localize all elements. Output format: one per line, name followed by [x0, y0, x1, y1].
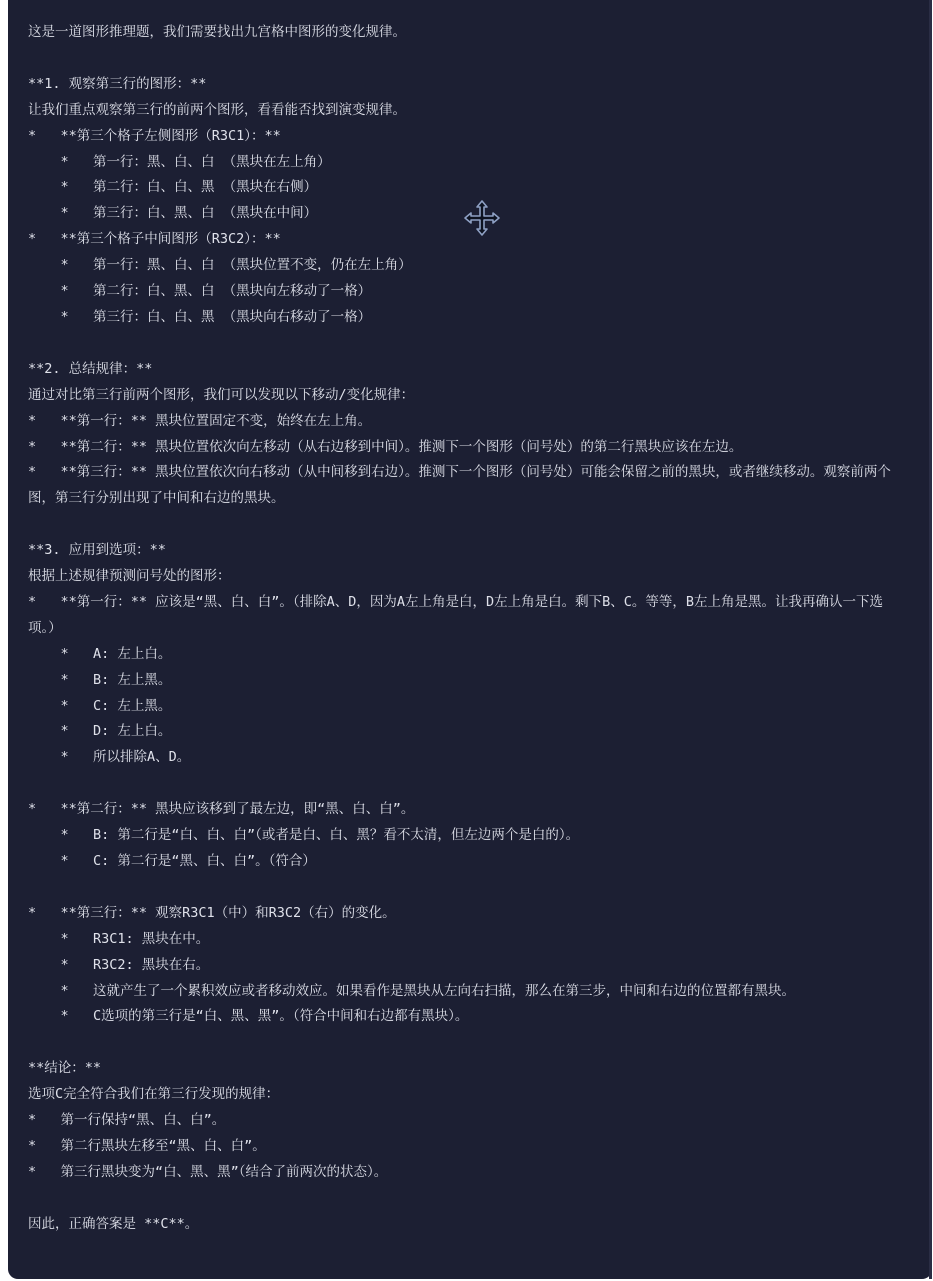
- response-panel: [8, 0, 932, 1279]
- response-text: 这是一道图形推理题，我们需要找出九宫格中图形的变化规律。 **1. 观察第三行的图形：** 让我们重点观察第三行的前两个图形，看看能否找到演变规律。 * **第三个格子左侧图形（R3C1）：** * 第一行：黑、白、白 （黑块在左上角） * 第二行：白、白、黑 （黑块在右侧） * 第三行：白、黑、白 （黑块在中间） * **第三个格子中间图形（R3C2）：** * 第一行：黑、白、白 （黑块位置不变，仍在左上角） * 第二行：白、黑、白 （黑块向左移动了一格） * 第三行：白、白、黑 （黑块向右移动了一格） **2. 总结规律：** 通过对比第三行前两个图形，我们可以发现以下移动/变化规律： * **第一行：** 黑块位置固定不变，始终在左上角。 * **第二行：** 黑块位置依次向左移动（从右边移到中间）。推测下一个图形（问号处）的第二行黑块应该在左边。 * **第三行：** 黑块位置依次向右移动（从中间移到右边）。推测下一个图形（问号处）可能会保留之前的黑块，或者继续移动。观察前两个图，第三行分别出现了中间和右边的黑块。 **3. 应用到选项：** 根据上述规律预测问号处的图形： * **第一行：** 应该是“黑、白、白”。（排除A、D，因为A左上角是白，D左上角是白。剩下B、C。等等，B左上角是黑。让我再确认一下选项。） * A: 左上白。 * B: 左上黑。 * C: 左上黑。 * D: 左上白。 * 所以排除A、D。 * **第二行：** 黑块应该移到了最左边，即“黑、白、白”。 * B: 第二行是“白、白、白”（或者是白、白、黑？看不太清，但左边两个是白的）。 * C: 第二行是“黑、白、白”。（符合） * **第三行：** 观察R3C1（中）和R3C2（右）的变化。 * R3C1: 黑块在中。 * R3C2: 黑块在右。 * 这就产生了一个累积效应或者移动效应。如果看作是黑块从左向右扫描，那么在第三步，中间和右边的位置都有黑块。 * C选项的第三行是“白、黑、黑”。（符合中间和右边都有黑块）。 **结论：** 选项C完全符合我们在第三行发现的规律： * 第一行保持“黑、白、白”。 * 第二行黑块左移至“黑、白、白”。 * 第三行黑块变为“白、黑、黑”（结合了前两次的状态）。 因此，正确答案是 **C**。: [28, 24, 891, 1232]
- move-cursor-icon: [462, 198, 502, 238]
- panel-edge: [929, 0, 932, 1279]
